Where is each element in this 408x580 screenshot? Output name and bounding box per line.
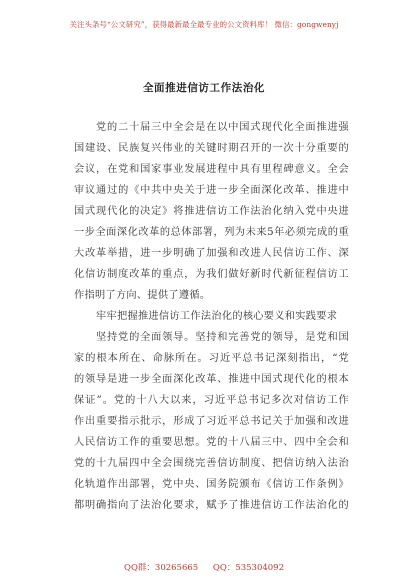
footer-qq: QQ：535304092	[212, 563, 284, 573]
body-line: 化信访制度改革的重点，为我们做好新时代新征程信访工	[74, 269, 349, 280]
body-line: 会议，在党和国家事业发展进程中具有里程碑意义。全会	[74, 164, 349, 175]
body-line: 国建设、民族复兴伟业的关键时期召开的一次十分重要的	[74, 143, 349, 154]
header-banner: 关注头条号“公文研究”，获得最新最全最专业的公文资料库！ 微信：gongwenyj	[69, 20, 339, 29]
body-line: 作指明了方向、提供了遵循。	[74, 290, 211, 301]
body-line: 人民信访工作的重要思想。党的十八届三中、四中全会和	[74, 437, 349, 448]
body-line: 保证”。党的十八大以来，习近平总书记多次对信访工作	[74, 395, 349, 406]
body-line: 党的二十届三中全会是在以中国式现代化全面推进强	[96, 122, 349, 133]
section-heading: 牢牢把握推进信访工作法治化的核心要义和实践要求	[96, 311, 338, 322]
body-line: 国式现代化的决定》将推进信访工作法治化纳入党中央进	[74, 206, 349, 217]
body-line: 坚持党的全面领导。坚持和完善党的领导，是党和国	[96, 332, 349, 343]
body-line: 化轨道作出部署，党中央、国务院颁布《信访工作条例》	[74, 479, 349, 490]
document-title: 全面推进信访工作法治化	[142, 82, 266, 94]
footer-qq-group: QQ群：30265665	[123, 563, 199, 573]
body-line: 审议通过的《中共中央关于进一步全面深化改革、推进中	[74, 185, 349, 196]
body-line: 的领导是进一步全面深化改革、推进中国式现代化的根本	[74, 374, 349, 385]
body-line: 作出重要指示批示，形成了习近平总书记关于加强和改进	[74, 416, 349, 427]
body-line: 一步全面深化改革的总体部署，列为未来5年必须完成的重	[74, 227, 349, 238]
body-line: 都明确指向了法治化要求，赋予了推进信访工作法治化的	[74, 500, 349, 511]
document-body	[74, 117, 349, 516]
body-line: 家的根本所在、命脉所在。习近平总书记深刻指出，“党	[74, 353, 349, 364]
body-line: 大改革举措，进一步明确了加强和改进人民信访工作、深	[74, 248, 349, 259]
footer-contact	[0, 561, 408, 573]
body-line: 党的十九届四中全会围绕完善信访制度、把信访纳入法治	[74, 458, 349, 469]
